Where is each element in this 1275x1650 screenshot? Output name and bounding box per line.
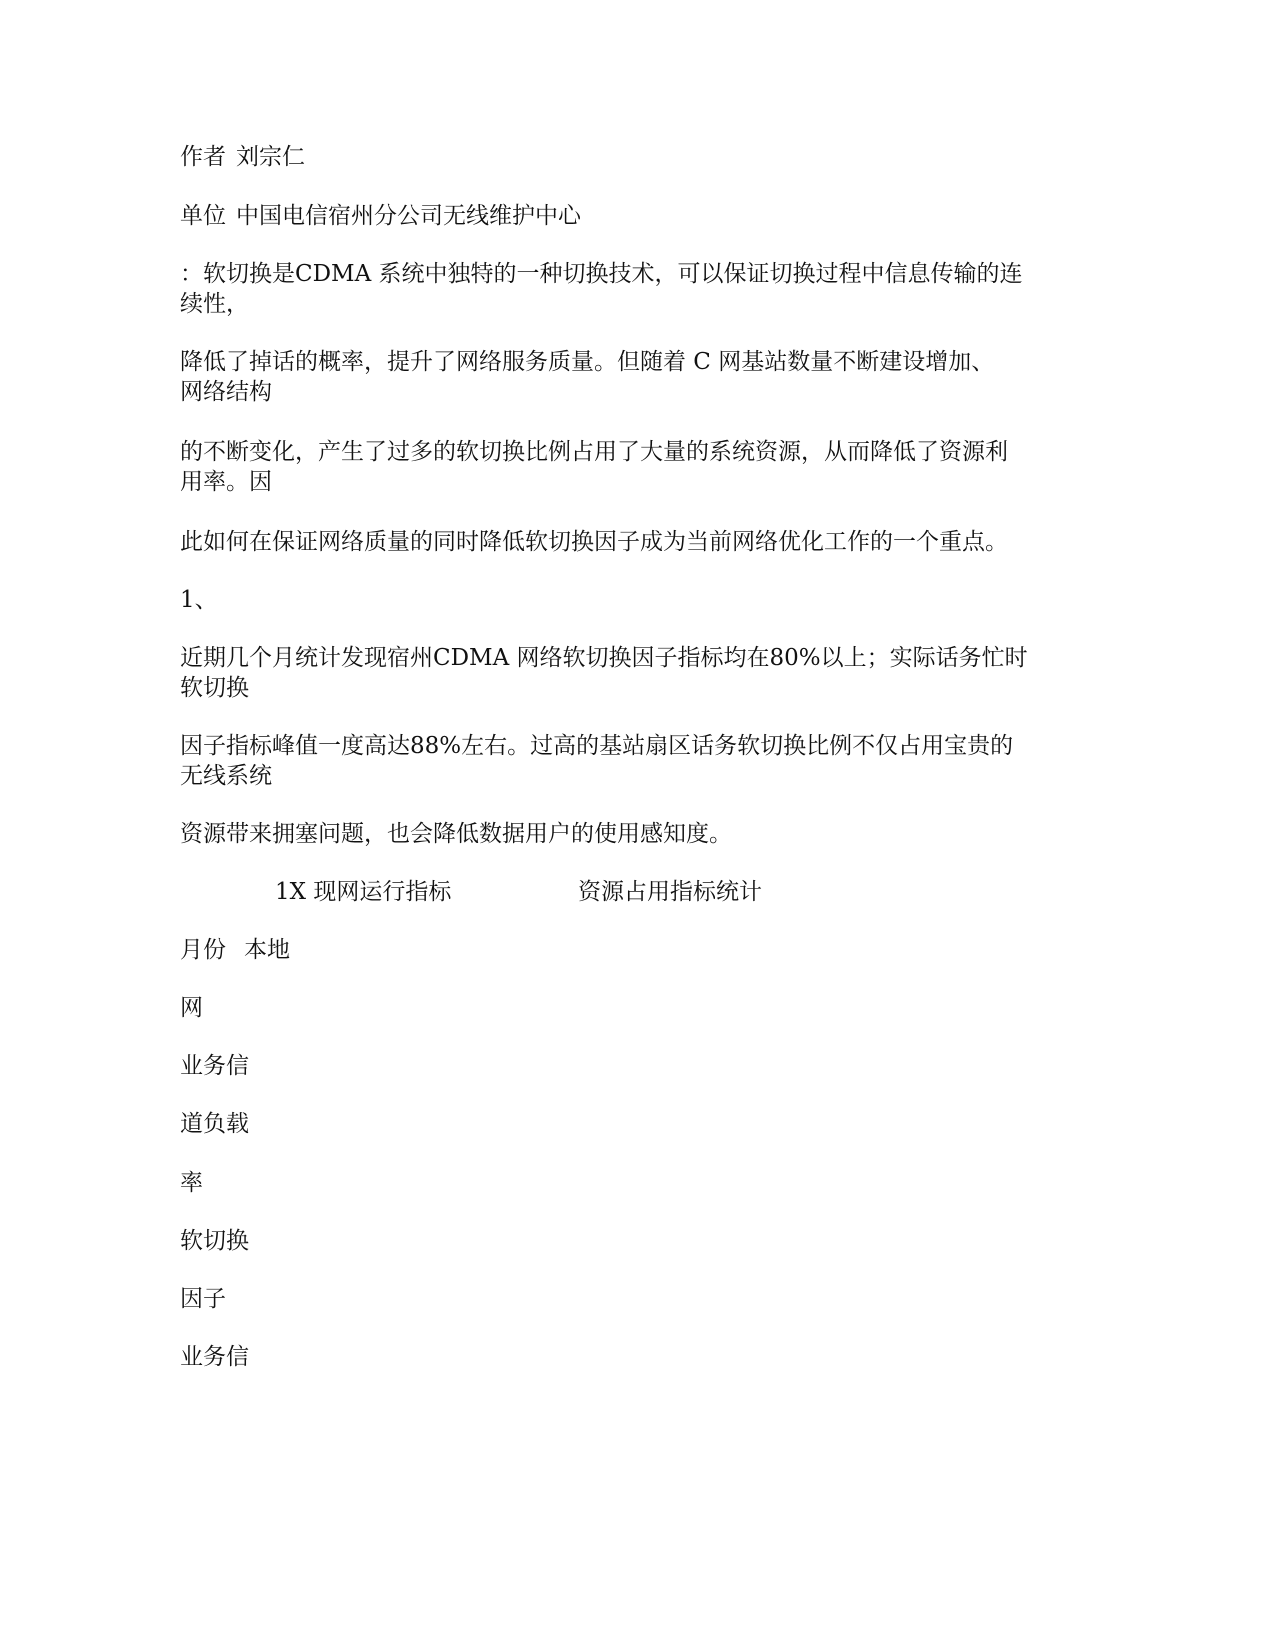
column-local: 本地 (244, 937, 290, 963)
table-header-row (180, 935, 1060, 965)
table-title-left: 1X 现网运行指标 (275, 879, 452, 905)
paragraph-2 (180, 347, 1060, 407)
unit-name: 中国电信宿州分公司无线维护中心 (236, 203, 581, 229)
author-line (180, 142, 1060, 172)
author-name: 刘宗仁 (236, 144, 305, 170)
abstract-line-2: 续性， (180, 291, 249, 317)
paragraph-6-line-1: 因子指标峰值一度高达88%左右。过高的基站扇区话务软切换比例不仅占用宝贵的 (180, 733, 1014, 759)
abstract-line-1: ：软切换是CDMA 系统中独特的一种切换技术，可以保证切换过程中信息传输的连 (180, 261, 1023, 287)
table-fragment: 率 (180, 1170, 203, 1196)
paragraph-6 (180, 731, 1060, 791)
table-fragment: 因子 (180, 1286, 226, 1312)
paragraph-2-line-2: 网络结构 (180, 379, 272, 405)
paragraph-7: 资源带来拥塞问题，也会降低数据用户的使用感知度。 (180, 821, 732, 847)
table-fragment: 道负载 (180, 1111, 249, 1137)
table-fragment: 软切换 (180, 1228, 249, 1254)
paragraph-5-line-2: 软切换 (180, 675, 249, 701)
paragraph-6-line-2: 无线系统 (180, 763, 272, 789)
unit-label: 单位 (180, 203, 226, 229)
paragraph-3-line-1: 的不断变化，产生了过多的软切换比例占用了大量的系统资源，从而降低了资源利 (180, 439, 1008, 465)
column-month: 月份 (180, 937, 226, 963)
abstract-paragraph (180, 259, 1060, 319)
paragraph-2-line-1: 降低了掉话的概率，提升了网络服务质量。但随着 C 网基站数量不断建设增加、 (180, 349, 995, 375)
paragraph-5-line-1: 近期几个月统计发现宿州CDMA 网络软切换因子指标均在80%以上；实际话务忙时 (180, 645, 1028, 671)
table-fragment: 网 (180, 995, 203, 1021)
unit-line (180, 201, 1060, 231)
table-fragment: 业务信 (180, 1053, 249, 1079)
paragraph-3 (180, 437, 1060, 497)
paragraph-3-line-2: 用率。因 (180, 469, 272, 495)
paragraph-5 (180, 643, 1060, 703)
table-fragment: 业务信 (180, 1344, 249, 1370)
table-title-right: 资源占用指标统计 (578, 879, 762, 905)
section-number: 1、 (180, 587, 218, 613)
paragraph-4: 此如何在保证网络质量的同时降低软切换因子成为当前网络优化工作的一个重点。 (180, 529, 1008, 555)
author-label: 作者 (180, 144, 226, 170)
